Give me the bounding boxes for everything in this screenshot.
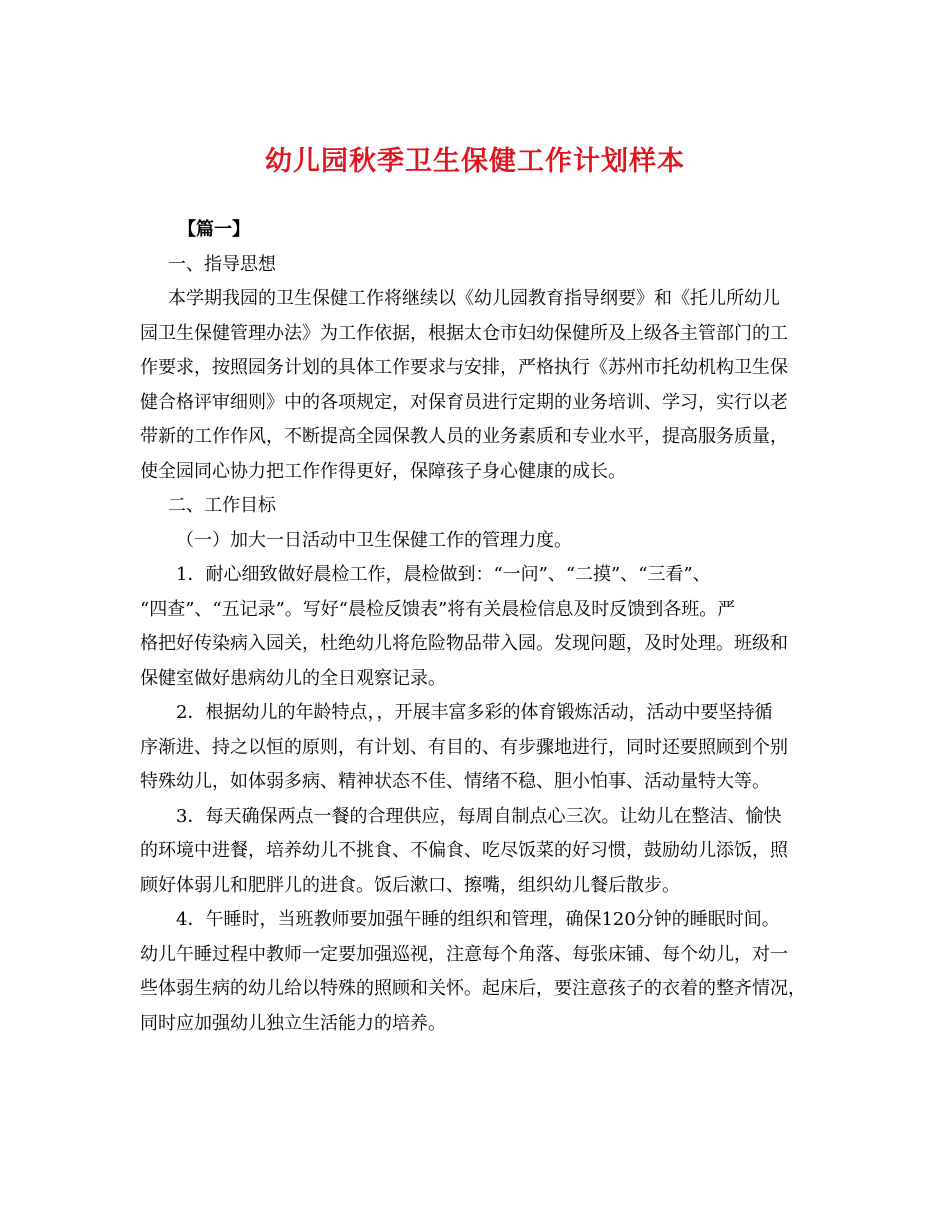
- document-body: [140, 213, 814, 1041]
- paragraph-line: 的环境中进餐，培养幼儿不挑食、不偏食、吃尽饭菜的好习惯，鼓励幼儿添饭，照: [140, 840, 788, 861]
- paragraph-line: 顾好体弱儿和肥胖儿的进食。饭后漱口、擦嘴，组织幼儿餐后散步。: [140, 874, 680, 896]
- paragraph-line: 健合格评审细则》中的各项规定，对保育员进行定期的业务培训、学习，实行以老: [140, 391, 788, 413]
- paragraph-line: 带新的工作作风，不断提高全园保教人员的业务素质和专业水平，提高服务质量，: [140, 426, 788, 447]
- paragraph-line: 1．耐心细致做好晨检工作，晨检做到：“一问”、“二摸”、“三看”、: [176, 564, 711, 585]
- paragraph-line: “四查”、“五记录”。写好“晨检反馈表”将有关晨检信息及时反馈到各班。严: [140, 598, 736, 620]
- paragraph-line: 序渐进、持之以恒的原则，有计划、有目的、有步骤地进行，同时还要照顾到个别: [140, 736, 788, 758]
- document-title: 幼儿园秋季卫生保健工作计划样本: [265, 146, 685, 177]
- paragraph-line: 2．根据幼儿的年龄特点，，开展丰富多彩的体育锻炼活动，活动中要坚持循: [176, 702, 773, 723]
- paragraph-line: 幼儿午睡过程中教师一定要加强巡视，注意每个角落、每张床铺、每个幼儿，对一: [140, 943, 788, 965]
- paragraph-line: 作要求，按照园务计划的具体工作要求与安排，严格执行《苏州市托幼机构卫生保: [140, 357, 788, 378]
- paragraph-line: 同时应加强幼儿独立生活能力的培养。: [140, 1012, 446, 1034]
- subsection-heading: （一）加大一日活动中卫生保健工作的管理力度。: [176, 529, 572, 551]
- paragraph-line: 园卫生保健管理办法》为工作依据，根据太仓市妇幼保健所及上级各主管部门的工: [140, 322, 788, 344]
- paragraph-line: 特殊幼儿，如体弱多病、精神状态不佳、情绪不稳、胆小怕事、活动量特大等。: [140, 771, 770, 792]
- paragraph-line: 些体弱生病的幼儿给以特殊的照顾和关怀。起床后，要注意孩子的衣着的整齐情况，: [140, 978, 806, 999]
- section-marker: 【篇一】: [178, 219, 250, 240]
- paragraph-line: 3．每天确保两点一餐的合理供应，每周自制点心三次。让幼儿在整洁、愉快: [176, 805, 782, 827]
- paragraph-line: 本学期我园的卫生保健工作将继续以《幼儿园教育指导纲要》和《托儿所幼儿: [168, 288, 780, 309]
- paragraph-line: 保健室做好患病幼儿的全日观察记录。: [140, 667, 446, 689]
- paragraph-line: 格把好传染病入园关，杜绝幼儿将危险物品带入园。发现问题，及时处理。班级和: [140, 633, 788, 654]
- paragraph-line: 使全园同心协力把工作作得更好，保障孩子身心健康的成长。: [140, 460, 626, 482]
- paragraph-line: 4．午睡时，当班教师要加强午睡的组织和管理，确保120分钟的睡眠时间。: [176, 909, 780, 930]
- section-heading: 二、工作目标: [168, 495, 276, 516]
- section-heading: 一、指导思想: [168, 253, 276, 275]
